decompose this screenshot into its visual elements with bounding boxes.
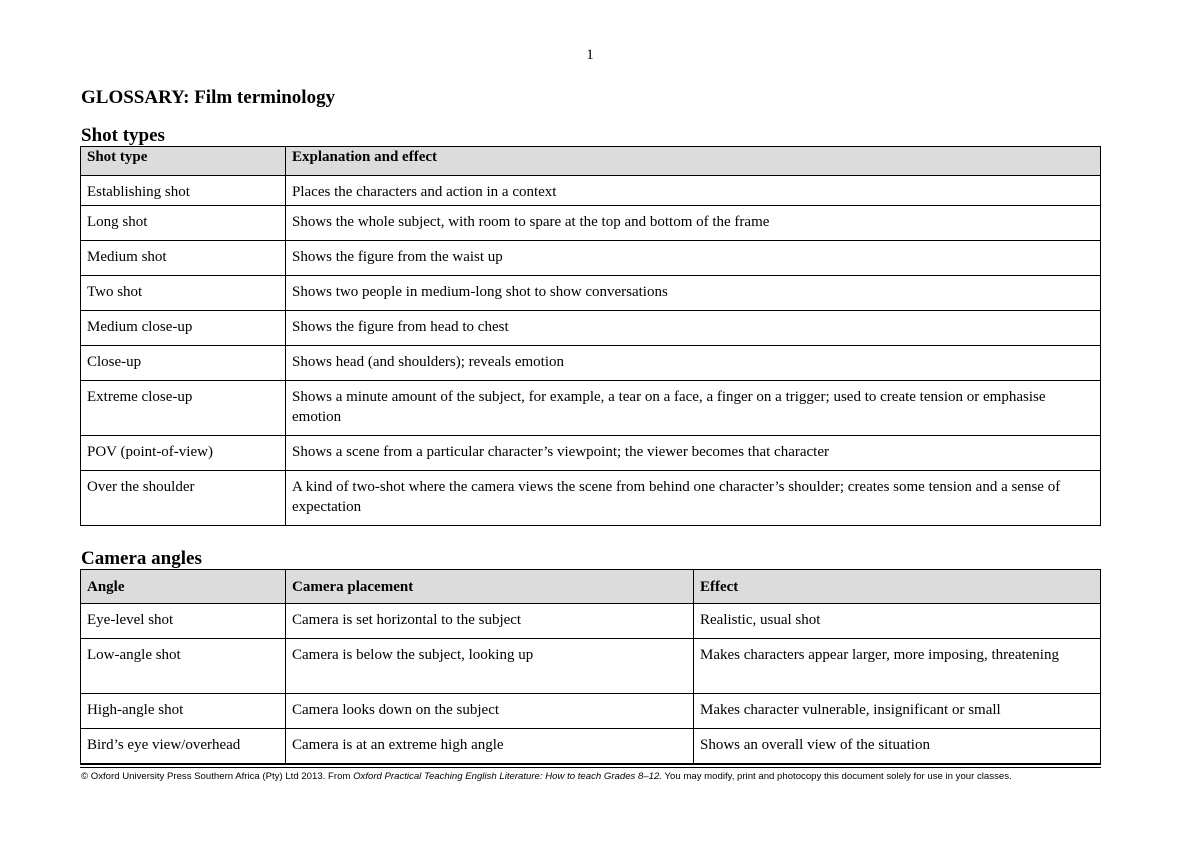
explanation-cell: Places the characters and action in a context — [286, 176, 1101, 206]
effect-cell: Makes characters appear larger, more imposing, threatening — [694, 639, 1101, 694]
table-row — [81, 206, 1101, 241]
explanation-cell: A kind of two-shot where the camera views the scene from behind one character’s shoulder; creates some tension and a sense of expectation — [286, 471, 1101, 526]
table-header-row — [81, 570, 1101, 604]
shot-type-cell: Medium close-up — [81, 311, 286, 346]
effect-cell: Makes character vulnerable, insignificant or small — [694, 694, 1101, 729]
angle-cell: Eye-level shot — [81, 604, 286, 639]
placement-cell: Camera is below the subject, looking up — [286, 639, 694, 694]
table-row — [81, 381, 1101, 436]
table-row — [81, 604, 1101, 639]
explanation-cell: Shows a minute amount of the subject, for example, a tear on a face, a finger on a trigger; used to create tension or emphasise emotion — [286, 381, 1101, 436]
placement-cell: Camera is set horizontal to the subject — [286, 604, 694, 639]
copyright-footer — [81, 771, 1099, 782]
explanation-cell: Shows two people in medium-long shot to show conversations — [286, 276, 1101, 311]
shot-types-table — [80, 146, 1101, 526]
column-header: Shot type — [81, 147, 286, 176]
footer-book-title: Oxford Practical Teaching English Literature: How to teach Grades 8–12. — [353, 771, 663, 782]
footer-suffix: You may modify, print and photocopy this document solely for use in your classes. — [662, 771, 1012, 782]
angle-cell: Bird’s eye view/overhead — [81, 729, 286, 764]
shot-type-cell: Two shot — [81, 276, 286, 311]
explanation-cell: Shows head (and shoulders); reveals emotion — [286, 346, 1101, 381]
footer-rule — [80, 764, 1101, 765]
shot-type-cell: Medium shot — [81, 241, 286, 276]
table-row — [81, 471, 1101, 526]
table-row — [81, 346, 1101, 381]
placement-cell: Camera looks down on the subject — [286, 694, 694, 729]
table-header-row — [81, 147, 1101, 176]
column-header: Angle — [81, 570, 286, 604]
explanation-cell: Shows the figure from the waist up — [286, 241, 1101, 276]
table-row — [81, 639, 1101, 694]
column-header: Explanation and effect — [286, 147, 1101, 176]
column-header: Effect — [694, 570, 1101, 604]
shot-types-heading: Shot types — [81, 125, 165, 146]
table-row — [81, 241, 1101, 276]
table-row — [81, 311, 1101, 346]
explanation-cell: Shows the whole subject, with room to spare at the top and bottom of the frame — [286, 206, 1101, 241]
table-row — [81, 276, 1101, 311]
effect-cell: Shows an overall view of the situation — [694, 729, 1101, 764]
shot-type-cell: Establishing shot — [81, 176, 286, 206]
table-row — [81, 694, 1101, 729]
footer-rule — [80, 767, 1101, 768]
effect-cell: Realistic, usual shot — [694, 604, 1101, 639]
shot-type-cell: Over the shoulder — [81, 471, 286, 526]
table-row — [81, 729, 1101, 764]
table-row — [81, 436, 1101, 471]
explanation-cell: Shows the figure from head to chest — [286, 311, 1101, 346]
document-title: GLOSSARY: Film terminology — [81, 87, 336, 108]
angle-cell: High-angle shot — [81, 694, 286, 729]
placement-cell: Camera is at an extreme high angle — [286, 729, 694, 764]
page-number: 1 — [586, 47, 594, 63]
shot-type-cell: POV (point-of-view) — [81, 436, 286, 471]
shot-type-cell: Long shot — [81, 206, 286, 241]
camera-angles-heading: Camera angles — [81, 548, 202, 569]
column-header: Camera placement — [286, 570, 694, 604]
angle-cell: Low-angle shot — [81, 639, 286, 694]
explanation-cell: Shows a scene from a particular character’s viewpoint; the viewer becomes that character — [286, 436, 1101, 471]
shot-type-cell: Extreme close-up — [81, 381, 286, 436]
camera-angles-table — [80, 569, 1101, 764]
shot-type-cell: Close-up — [81, 346, 286, 381]
table-row — [81, 176, 1101, 206]
footer-prefix: © Oxford University Press Southern Africa (Pty) Ltd 2013. From — [81, 771, 354, 782]
